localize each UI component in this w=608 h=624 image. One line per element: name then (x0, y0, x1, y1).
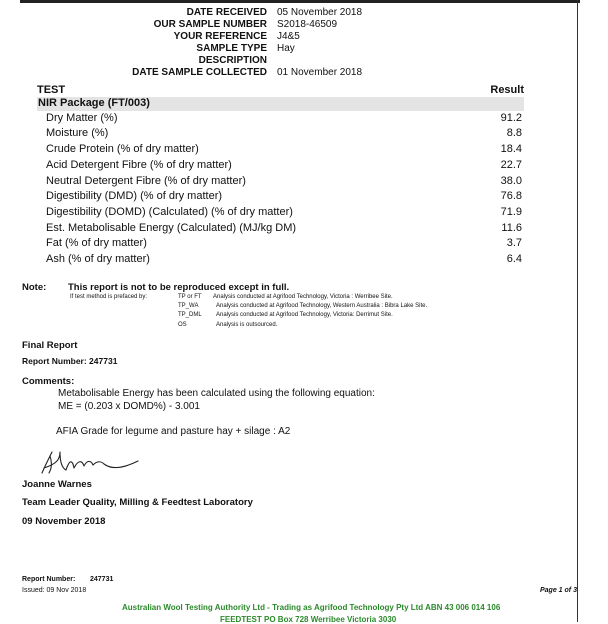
description-label: DESCRIPTION (198, 55, 267, 66)
test-name: Crude Protein (% of dry matter) (46, 143, 199, 155)
right-border (577, 0, 578, 622)
comments-label: Comments: (22, 376, 75, 387)
test-name: Est. Metabolisable Energy (Calculated) (MJ/kg DM) (46, 222, 297, 234)
table-row (46, 127, 522, 142)
method-desc: Analysis conducted at Agrifood Technology, Victoria: Derrimut Site. (216, 312, 393, 318)
test-name: Acid Detergent Fibre (% of dry matter) (46, 159, 232, 171)
date-received-value: 05 November 2018 (277, 7, 363, 18)
signatory-title: Team Leader Quality, Milling & Feedtest Laboratory (22, 497, 253, 508)
footer-report-number-label: Report Number: (22, 576, 76, 583)
method-code: TP_DML (178, 312, 202, 318)
test-name: Neutral Detergent Fibre (% of dry matter) (46, 175, 246, 187)
final-report-label: Final Report (22, 340, 78, 351)
prefaced-text: If test method is prefaced by: (70, 294, 148, 300)
sample-number-label: OUR SAMPLE NUMBER (153, 19, 267, 30)
test-result: 18.4 (500, 143, 522, 155)
test-column-header: TEST (37, 84, 66, 96)
package-title: NIR Package (FT/003) (38, 97, 150, 109)
comment-line: Metabolisable Energy has been calculated using the following equation: (58, 388, 375, 399)
company-line: Australian Wool Testing Authority Ltd - Trading as Agrifood Technology Pty Ltd ABN 43 006 014 106 (122, 603, 501, 612)
date-collected-label: DATE SAMPLE COLLECTED (132, 67, 267, 78)
method-code: OS (178, 322, 187, 328)
address-line: FEEDTEST PO Box 728 Werribee Victoria 3030 (220, 615, 397, 624)
test-name: Fat (% of dry matter) (46, 237, 147, 249)
table-row (46, 143, 522, 158)
method-desc: Analysis conducted at Agrifood Technology, Victoria : Werribee Site. (213, 294, 393, 300)
test-name: Ash (% of dry matter) (46, 253, 150, 265)
date-collected-value: 01 November 2018 (277, 67, 363, 78)
method-desc: Analysis is outsourced. (216, 322, 278, 328)
your-reference-label: YOUR REFERENCE (173, 31, 267, 42)
signatory-name: Joanne Warnes (22, 479, 92, 490)
test-result: 11.6 (501, 222, 522, 234)
sample-type-label: SAMPLE TYPE (196, 43, 267, 54)
table-row (46, 175, 522, 190)
sample-type-value: Hay (277, 43, 295, 54)
report-number: Report Number: 247731 (22, 356, 118, 366)
note-text: This report is not to be reproduced except in full. (68, 282, 290, 293)
test-result: 22.7 (500, 159, 522, 171)
sample-number-value: S2018-46509 (277, 19, 338, 30)
test-name: Moisture (%) (46, 127, 109, 139)
test-result: 8.8 (506, 127, 522, 139)
test-result: 38.0 (500, 175, 522, 187)
footer-report-number: 247731 (90, 576, 114, 583)
test-result: 3.7 (506, 237, 522, 249)
test-name: Dry Matter (%) (46, 112, 118, 124)
table-row (46, 253, 522, 268)
note-label: Note: (22, 282, 47, 293)
method-code: TP or FT (178, 294, 202, 300)
test-result: 6.4 (506, 253, 522, 265)
table-row (46, 190, 522, 205)
top-border (20, 0, 580, 3)
test-name: Digestibility (DOMD) (Calculated) (% of dry matter) (46, 206, 293, 218)
signature-date: 09 November 2018 (22, 516, 106, 527)
your-reference-value: J4&5 (277, 31, 300, 42)
table-row (46, 112, 522, 127)
test-result: 91.2 (500, 112, 522, 124)
signature-image (38, 446, 148, 478)
test-name: Digestibility (DMD) (% of dry matter) (46, 190, 223, 202)
method-desc: Analysis conducted at Agrifood Technology, Western Australia : Bibra Lake Site. (216, 303, 428, 309)
page-number: Page 1 of 3 (540, 587, 577, 594)
result-column-header: Result (490, 84, 524, 96)
table-row (46, 237, 522, 252)
table-row (46, 222, 522, 237)
table-row (46, 206, 522, 221)
date-received-label: DATE RECEIVED (186, 7, 267, 18)
test-result: 76.8 (500, 190, 522, 202)
table-row (46, 159, 522, 174)
comment-line: AFIA Grade for legume and pasture hay + silage : A2 (56, 426, 291, 437)
comment-line: ME = (0.203 x DOMD%) - 3.001 (58, 401, 200, 412)
method-code: TP_WA (178, 303, 199, 309)
footer-issued: Issued: 09 Nov 2018 (22, 587, 87, 594)
test-result: 71.9 (500, 206, 522, 218)
